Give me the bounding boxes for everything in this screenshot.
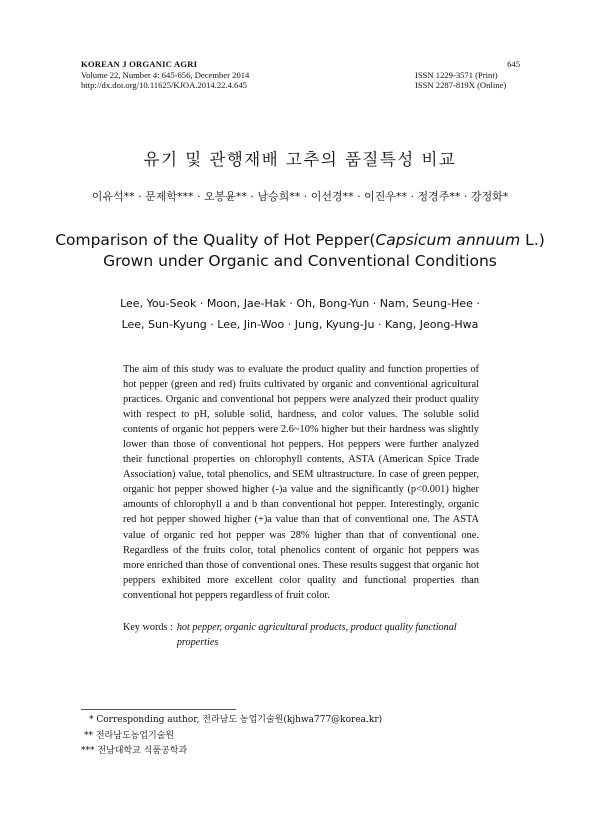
keywords-label: Key words :: [123, 622, 173, 633]
english-title-post: L.): [520, 231, 545, 249]
corresponding-author-note: * Corresponding author, 전라남도 농업기술원(kjhwa777@korea.kr): [89, 715, 383, 725]
english-authors: [0, 293, 600, 335]
page-number: 645: [507, 59, 520, 69]
english-title: [0, 230, 600, 272]
keywords: [123, 620, 479, 650]
issn-block: [415, 59, 520, 91]
abstract: The aim of this study was to evaluate the product quality and function properties of hot pepper (green and red) fruits cultivated by organic and conventional agricultural practices. Organic and conventional hot peppers were analyzed their product quality with respect to pH, soluble solid, hardness, and color values. The soluble solid contents of organic hot peppers were 2.6~10% higher but their hardness was slightly lower than those of conventional hot peppers. Hot peppers were further analyzed their functional properties on chlorophyll contents, ASTA (American Spice Trade Association) value, total phenolics, and SEM ultrastructure. In case of green pepper, organic hot pepper showed higher (-)a value and the significantly (p<0.001) higher amounts of chlorophyll a and b than conventional hot pepper. Interestingly, organic red hot pepper showed higher (+)a value than that of conventional one. The ASTA value of organic red hot pepper was 28% higher than that of conventional one. Regardless of the fruits color, total phenolics content of organic hot peppers was more enriched than those of conventional ones. These results suggest that organic hot peppers exhibited more excellent color quality and functional properties than conventional hot peppers regardless of fruit color.: [123, 364, 479, 601]
english-authors-line-1: Lee, You-Seok · Moon, Jae-Hak · Oh, Bong-Yun · Nam, Seung-Hee ·: [120, 297, 480, 310]
english-title-pre: Comparison of the Quality of Hot Pepper(: [55, 231, 376, 249]
english-authors-line-2: Lee, Sun-Kyung · Lee, Jin-Woo · Jung, Kyung-Ju · Kang, Jeong-Hwa: [121, 318, 479, 331]
issn-online: ISSN 2287-819X (Online): [415, 80, 507, 90]
english-title-line-2: Grown under Organic and Conventional Conditions: [103, 252, 497, 270]
footnote-rule: [81, 709, 236, 710]
species-name: Capsicum annuum: [375, 231, 521, 249]
journal-header: [81, 59, 249, 91]
korean-authors: 이유석** · 문제학*** · 오봉윤** · 남승희** · 이선경** · 이진우** · 정경주** · 강정화*: [91, 190, 509, 203]
volume-info: Volume 22, Number 4: 645-656, December 2014: [81, 69, 250, 80]
journal-name: KOREAN J ORGANIC AGRI: [81, 59, 198, 69]
doi-link[interactable]: http://dx.doi.org/10.11625/KJOA.2014.22.4.645: [81, 80, 247, 90]
affiliation-note-2: *** 전남대학교 식품공학과: [81, 746, 188, 756]
issn-print: ISSN 1229-3571 (Print): [415, 69, 498, 80]
english-title-line-1: [0, 230, 600, 251]
footnotes: [81, 713, 382, 760]
keywords-list: hot pepper, organic agricultural products, product quality functional properties: [176, 622, 457, 648]
korean-title: 유기 및 관행재배 고추의 품질특성 비교: [143, 150, 457, 169]
affiliation-note-1: ** 전라남도농업기술원: [84, 730, 175, 741]
